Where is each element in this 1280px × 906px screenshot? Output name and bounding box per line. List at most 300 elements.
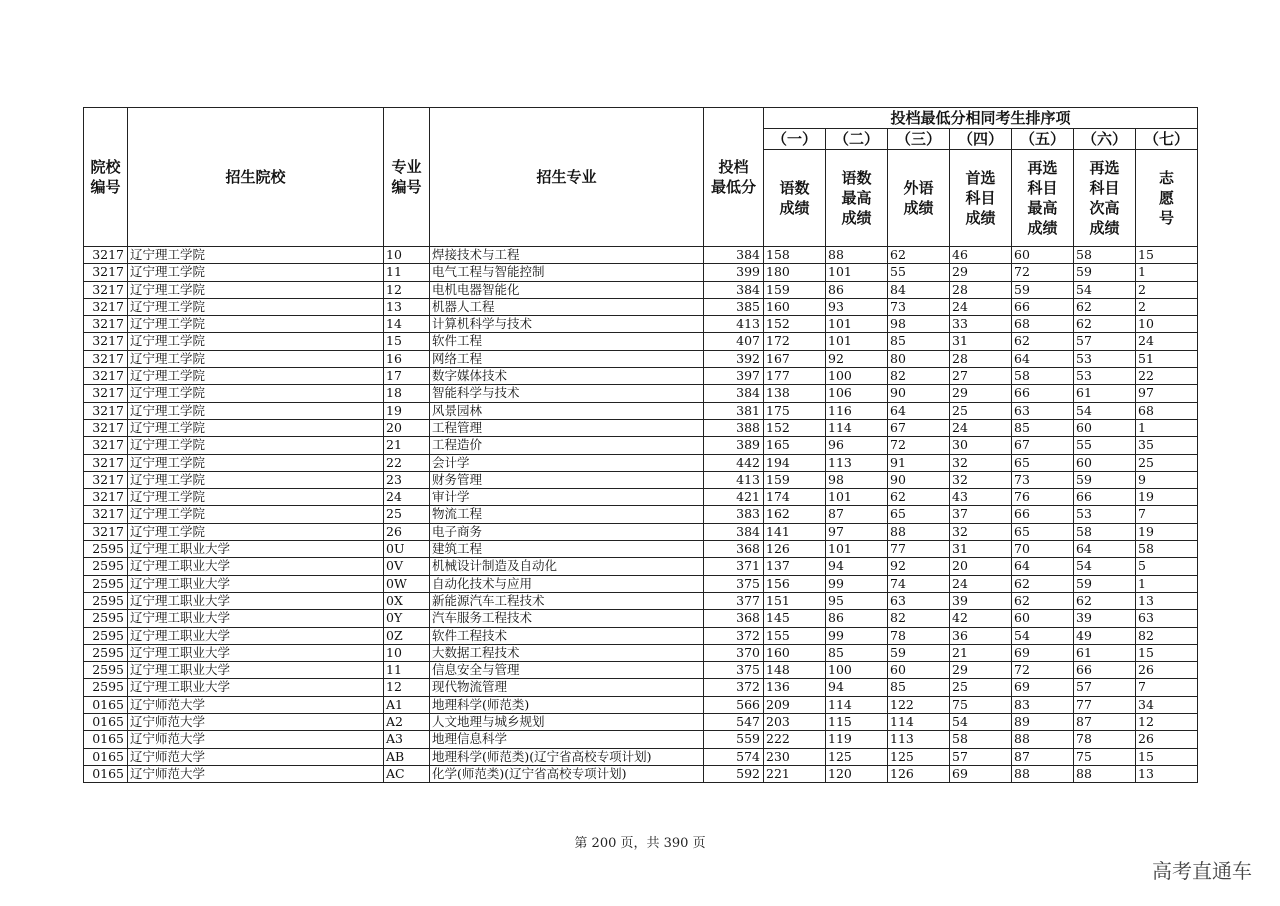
- school-name-cell: 辽宁理工职业大学: [128, 592, 384, 609]
- sort-foreign-language-cell: 90: [888, 471, 950, 488]
- major-name-cell: 智能科学与技术: [430, 385, 704, 402]
- min-score-cell: 559: [704, 731, 764, 748]
- table-row: [84, 541, 1198, 558]
- sort-foreign-language-cell: 85: [888, 679, 950, 696]
- major-code-cell: 26: [384, 523, 430, 540]
- school-code-cell: 2595: [84, 610, 128, 627]
- sort-first-subject-cell: 21: [950, 644, 1012, 661]
- watermark-text: 高考直通车: [1152, 859, 1252, 883]
- min-score-cell: 375: [704, 662, 764, 679]
- major-code-cell: 0V: [384, 558, 430, 575]
- min-score-cell: 370: [704, 644, 764, 661]
- table-row: [84, 264, 1198, 281]
- school-name-cell: 辽宁理工学院: [128, 402, 384, 419]
- table-row: [84, 627, 1198, 644]
- school-name-cell: 辽宁理工学院: [128, 419, 384, 436]
- sort-chinese-math-cell: 177: [764, 368, 826, 385]
- table-row: [84, 333, 1198, 350]
- sort-chinese-math-cell: 180: [764, 264, 826, 281]
- sort-preference-no-cell: 97: [1136, 385, 1198, 402]
- sort-chinese-math-cell: 141: [764, 523, 826, 540]
- sort-first-subject-cell: 37: [950, 506, 1012, 523]
- sort-preference-no-cell: 9: [1136, 471, 1198, 488]
- sort-first-subject-cell: 42: [950, 610, 1012, 627]
- school-name-cell: 辽宁理工学院: [128, 523, 384, 540]
- major-code-cell: 10: [384, 644, 430, 661]
- min-score-cell: 383: [704, 506, 764, 523]
- sort-foreign-language-cell: 90: [888, 385, 950, 402]
- sort-chinese-math-max-cell: 85: [826, 644, 888, 661]
- table-row: [84, 454, 1198, 471]
- sort-preference-no-cell: 2: [1136, 298, 1198, 315]
- sort-preference-no-cell: 19: [1136, 523, 1198, 540]
- sort-foreign-language-cell: 122: [888, 696, 950, 713]
- school-name-cell: 辽宁理工职业大学: [128, 575, 384, 592]
- sort-chinese-math-cell: 174: [764, 489, 826, 506]
- sort-foreign-language-cell: 85: [888, 333, 950, 350]
- sort-chinese-math-max-cell: 120: [826, 765, 888, 782]
- min-score-cell: 547: [704, 714, 764, 731]
- sort-chinese-math-cell: 221: [764, 765, 826, 782]
- major-name-cell: 软件工程技术: [430, 627, 704, 644]
- sort-foreign-language-cell: 64: [888, 402, 950, 419]
- sort-chinese-math-cell: 160: [764, 644, 826, 661]
- sort-first-subject-cell: 28: [950, 281, 1012, 298]
- sort-first-subject-cell: 31: [950, 333, 1012, 350]
- table-row: [84, 644, 1198, 661]
- sort-chinese-math-max-cell: 100: [826, 368, 888, 385]
- header-ordinal-7: （七）: [1136, 129, 1198, 150]
- sort-preference-no-cell: 1: [1136, 575, 1198, 592]
- table-row: [84, 592, 1198, 609]
- school-code-cell: 0165: [84, 714, 128, 731]
- school-code-cell: 3217: [84, 437, 128, 454]
- major-name-cell: 化学(师范类)(辽宁省高校专项计划): [430, 765, 704, 782]
- sort-chinese-math-max-cell: 86: [826, 610, 888, 627]
- table-row: [84, 471, 1198, 488]
- table-row: [84, 385, 1198, 402]
- sort-chinese-math-max-cell: 114: [826, 419, 888, 436]
- school-code-cell: 3217: [84, 402, 128, 419]
- sort-first-subject-cell: 29: [950, 662, 1012, 679]
- school-name-cell: 辽宁理工学院: [128, 471, 384, 488]
- sort-elective-highest-cell: 85: [1012, 419, 1074, 436]
- min-score-cell: 368: [704, 541, 764, 558]
- sort-preference-no-cell: 5: [1136, 558, 1198, 575]
- sort-first-subject-cell: 27: [950, 368, 1012, 385]
- major-code-cell: 22: [384, 454, 430, 471]
- sort-preference-no-cell: 15: [1136, 644, 1198, 661]
- sort-chinese-math-cell: 172: [764, 333, 826, 350]
- major-name-cell: 风景园林: [430, 402, 704, 419]
- major-name-cell: 汽车服务工程技术: [430, 610, 704, 627]
- sort-first-subject-cell: 32: [950, 454, 1012, 471]
- min-score-cell: 377: [704, 592, 764, 609]
- sort-elective-highest-cell: 64: [1012, 350, 1074, 367]
- sort-elective-second-cell: 88: [1074, 765, 1136, 782]
- school-code-cell: 3217: [84, 454, 128, 471]
- major-name-cell: 机械设计制造及自动化: [430, 558, 704, 575]
- sort-preference-no-cell: 26: [1136, 731, 1198, 748]
- sort-preference-no-cell: 26: [1136, 662, 1198, 679]
- major-code-cell: 11: [384, 264, 430, 281]
- sort-elective-second-cell: 55: [1074, 437, 1136, 454]
- school-code-cell: 3217: [84, 316, 128, 333]
- header-sort-item-5: 再选 科目 最高 成绩: [1012, 150, 1074, 247]
- sort-elective-highest-cell: 54: [1012, 627, 1074, 644]
- school-name-cell: 辽宁理工学院: [128, 333, 384, 350]
- sort-chinese-math-cell: 136: [764, 679, 826, 696]
- sort-elective-highest-cell: 88: [1012, 731, 1074, 748]
- sort-elective-second-cell: 54: [1074, 281, 1136, 298]
- header-ordinal-1: （一）: [764, 129, 826, 150]
- table-row: [84, 350, 1198, 367]
- sort-elective-highest-cell: 63: [1012, 402, 1074, 419]
- sort-elective-highest-cell: 69: [1012, 679, 1074, 696]
- sort-foreign-language-cell: 78: [888, 627, 950, 644]
- sort-first-subject-cell: 28: [950, 350, 1012, 367]
- major-name-cell: 地理信息科学: [430, 731, 704, 748]
- major-name-cell: 会计学: [430, 454, 704, 471]
- header-ordinal-5: （五）: [1012, 129, 1074, 150]
- sort-chinese-math-cell: 158: [764, 247, 826, 264]
- major-name-cell: 工程管理: [430, 419, 704, 436]
- school-name-cell: 辽宁师范大学: [128, 714, 384, 731]
- min-score-cell: 385: [704, 298, 764, 315]
- sort-chinese-math-cell: 165: [764, 437, 826, 454]
- sort-preference-no-cell: 24: [1136, 333, 1198, 350]
- school-code-cell: 3217: [84, 368, 128, 385]
- table-row: [84, 731, 1198, 748]
- sort-first-subject-cell: 31: [950, 541, 1012, 558]
- table-row: [84, 662, 1198, 679]
- sort-elective-highest-cell: 62: [1012, 592, 1074, 609]
- table-body: [84, 247, 1198, 783]
- major-code-cell: 0U: [384, 541, 430, 558]
- sort-chinese-math-max-cell: 101: [826, 316, 888, 333]
- major-name-cell: 人文地理与城乡规划: [430, 714, 704, 731]
- major-name-cell: 地理科学(师范类): [430, 696, 704, 713]
- school-code-cell: 3217: [84, 264, 128, 281]
- sort-preference-no-cell: 34: [1136, 696, 1198, 713]
- sort-chinese-math-max-cell: 101: [826, 264, 888, 281]
- major-code-cell: AB: [384, 748, 430, 765]
- school-code-cell: 3217: [84, 489, 128, 506]
- major-name-cell: 电气工程与智能控制: [430, 264, 704, 281]
- sort-first-subject-cell: 24: [950, 298, 1012, 315]
- sort-chinese-math-cell: 159: [764, 471, 826, 488]
- sort-chinese-math-max-cell: 101: [826, 489, 888, 506]
- sort-first-subject-cell: 36: [950, 627, 1012, 644]
- header-sort-item-1: 语数 成绩: [764, 150, 826, 247]
- sort-foreign-language-cell: 80: [888, 350, 950, 367]
- min-score-cell: 389: [704, 437, 764, 454]
- school-code-cell: 0165: [84, 696, 128, 713]
- sort-elective-second-cell: 53: [1074, 506, 1136, 523]
- min-score-cell: 574: [704, 748, 764, 765]
- page-number: 第 200 页，共 390 页: [574, 836, 706, 851]
- school-name-cell: 辽宁理工学院: [128, 506, 384, 523]
- min-score-cell: 413: [704, 316, 764, 333]
- sort-elective-second-cell: 78: [1074, 731, 1136, 748]
- sort-chinese-math-cell: 152: [764, 419, 826, 436]
- major-name-cell: 机器人工程: [430, 298, 704, 315]
- sort-chinese-math-cell: 145: [764, 610, 826, 627]
- sort-preference-no-cell: 51: [1136, 350, 1198, 367]
- school-code-cell: 3217: [84, 247, 128, 264]
- min-score-cell: 384: [704, 247, 764, 264]
- sort-chinese-math-cell: 203: [764, 714, 826, 731]
- sort-elective-highest-cell: 68: [1012, 316, 1074, 333]
- sort-first-subject-cell: 32: [950, 523, 1012, 540]
- sort-foreign-language-cell: 126: [888, 765, 950, 782]
- school-code-cell: 3217: [84, 385, 128, 402]
- sort-preference-no-cell: 22: [1136, 368, 1198, 385]
- school-code-cell: 2595: [84, 541, 128, 558]
- major-code-cell: 13: [384, 298, 430, 315]
- sort-preference-no-cell: 15: [1136, 247, 1198, 264]
- sort-chinese-math-max-cell: 100: [826, 662, 888, 679]
- sort-foreign-language-cell: 62: [888, 489, 950, 506]
- header-ordinal-6: （六）: [1074, 129, 1136, 150]
- header-sort-item-7: 志 愿 号: [1136, 150, 1198, 247]
- sort-chinese-math-max-cell: 119: [826, 731, 888, 748]
- sort-elective-second-cell: 58: [1074, 247, 1136, 264]
- major-name-cell: 计算机科学与技术: [430, 316, 704, 333]
- sort-elective-highest-cell: 73: [1012, 471, 1074, 488]
- min-score-cell: 392: [704, 350, 764, 367]
- sort-elective-second-cell: 77: [1074, 696, 1136, 713]
- school-code-cell: 0165: [84, 731, 128, 748]
- sort-elective-second-cell: 53: [1074, 368, 1136, 385]
- sort-chinese-math-max-cell: 116: [826, 402, 888, 419]
- sort-foreign-language-cell: 59: [888, 644, 950, 661]
- table-row: [84, 281, 1198, 298]
- sort-preference-no-cell: 7: [1136, 679, 1198, 696]
- min-score-cell: 375: [704, 575, 764, 592]
- sort-chinese-math-cell: 155: [764, 627, 826, 644]
- sort-elective-highest-cell: 70: [1012, 541, 1074, 558]
- sort-first-subject-cell: 29: [950, 385, 1012, 402]
- sort-first-subject-cell: 75: [950, 696, 1012, 713]
- min-score-cell: 413: [704, 471, 764, 488]
- table-row: [84, 575, 1198, 592]
- sort-first-subject-cell: 46: [950, 247, 1012, 264]
- sort-elective-second-cell: 62: [1074, 298, 1136, 315]
- sort-foreign-language-cell: 77: [888, 541, 950, 558]
- header-ordinal-3: （三）: [888, 129, 950, 150]
- sort-elective-second-cell: 66: [1074, 662, 1136, 679]
- sort-elective-highest-cell: 58: [1012, 368, 1074, 385]
- school-code-cell: 3217: [84, 419, 128, 436]
- major-code-cell: 18: [384, 385, 430, 402]
- sort-foreign-language-cell: 72: [888, 437, 950, 454]
- school-name-cell: 辽宁理工职业大学: [128, 679, 384, 696]
- min-score-cell: 407: [704, 333, 764, 350]
- table-row: [84, 247, 1198, 264]
- sort-first-subject-cell: 33: [950, 316, 1012, 333]
- sort-chinese-math-cell: 152: [764, 316, 826, 333]
- sort-preference-no-cell: 1: [1136, 264, 1198, 281]
- sort-chinese-math-cell: 138: [764, 385, 826, 402]
- sort-elective-highest-cell: 62: [1012, 333, 1074, 350]
- school-name-cell: 辽宁理工职业大学: [128, 541, 384, 558]
- sort-preference-no-cell: 13: [1136, 592, 1198, 609]
- table-row: [84, 506, 1198, 523]
- school-code-cell: 0165: [84, 765, 128, 782]
- sort-elective-second-cell: 61: [1074, 644, 1136, 661]
- sort-elective-second-cell: 62: [1074, 316, 1136, 333]
- sort-first-subject-cell: 20: [950, 558, 1012, 575]
- sort-first-subject-cell: 58: [950, 731, 1012, 748]
- min-score-cell: 566: [704, 696, 764, 713]
- sort-chinese-math-cell: 167: [764, 350, 826, 367]
- school-code-cell: 2595: [84, 592, 128, 609]
- school-code-cell: 3217: [84, 506, 128, 523]
- min-score-cell: 371: [704, 558, 764, 575]
- table-row: [84, 368, 1198, 385]
- major-code-cell: AC: [384, 765, 430, 782]
- sort-elective-second-cell: 57: [1074, 679, 1136, 696]
- sort-elective-highest-cell: 66: [1012, 506, 1074, 523]
- major-code-cell: 12: [384, 679, 430, 696]
- sort-preference-no-cell: 10: [1136, 316, 1198, 333]
- sort-foreign-language-cell: 67: [888, 419, 950, 436]
- school-code-cell: 2595: [84, 644, 128, 661]
- header-sort-item-3: 外语 成绩: [888, 150, 950, 247]
- sort-first-subject-cell: 69: [950, 765, 1012, 782]
- table-row: [84, 419, 1198, 436]
- sort-chinese-math-max-cell: 101: [826, 541, 888, 558]
- major-code-cell: 19: [384, 402, 430, 419]
- major-name-cell: 信息安全与管理: [430, 662, 704, 679]
- major-name-cell: 软件工程: [430, 333, 704, 350]
- sort-elective-second-cell: 87: [1074, 714, 1136, 731]
- school-name-cell: 辽宁理工学院: [128, 489, 384, 506]
- sort-preference-no-cell: 12: [1136, 714, 1198, 731]
- table-row: [84, 679, 1198, 696]
- header-sort-item-6: 再选 科目 次高 成绩: [1074, 150, 1136, 247]
- sort-chinese-math-max-cell: 96: [826, 437, 888, 454]
- sort-first-subject-cell: 24: [950, 575, 1012, 592]
- sort-foreign-language-cell: 62: [888, 247, 950, 264]
- sort-foreign-language-cell: 125: [888, 748, 950, 765]
- min-score-cell: 442: [704, 454, 764, 471]
- header-major-code: 专业 编号: [384, 108, 430, 247]
- sort-elective-second-cell: 59: [1074, 471, 1136, 488]
- school-name-cell: 辽宁理工学院: [128, 385, 384, 402]
- major-name-cell: 电机电器智能化: [430, 281, 704, 298]
- sort-chinese-math-max-cell: 99: [826, 575, 888, 592]
- sort-first-subject-cell: 57: [950, 748, 1012, 765]
- sort-chinese-math-max-cell: 106: [826, 385, 888, 402]
- sort-chinese-math-max-cell: 101: [826, 333, 888, 350]
- sort-chinese-math-cell: 175: [764, 402, 826, 419]
- major-code-cell: A1: [384, 696, 430, 713]
- major-code-cell: 15: [384, 333, 430, 350]
- school-code-cell: 3217: [84, 298, 128, 315]
- major-name-cell: 新能源汽车工程技术: [430, 592, 704, 609]
- major-name-cell: 现代物流管理: [430, 679, 704, 696]
- sort-elective-second-cell: 39: [1074, 610, 1136, 627]
- sort-foreign-language-cell: 82: [888, 610, 950, 627]
- major-name-cell: 数字媒体技术: [430, 368, 704, 385]
- sort-preference-no-cell: 7: [1136, 506, 1198, 523]
- school-name-cell: 辽宁师范大学: [128, 765, 384, 782]
- sort-preference-no-cell: 19: [1136, 489, 1198, 506]
- min-score-cell: 372: [704, 627, 764, 644]
- sort-elective-second-cell: 54: [1074, 558, 1136, 575]
- table-row: [84, 402, 1198, 419]
- header-school: 招生院校: [128, 108, 384, 247]
- major-code-cell: 14: [384, 316, 430, 333]
- sort-chinese-math-cell: 162: [764, 506, 826, 523]
- major-code-cell: 12: [384, 281, 430, 298]
- sort-chinese-math-max-cell: 88: [826, 247, 888, 264]
- school-code-cell: 2595: [84, 679, 128, 696]
- sort-preference-no-cell: 35: [1136, 437, 1198, 454]
- major-name-cell: 网络工程: [430, 350, 704, 367]
- sort-elective-highest-cell: 83: [1012, 696, 1074, 713]
- sort-elective-second-cell: 60: [1074, 454, 1136, 471]
- major-code-cell: A2: [384, 714, 430, 731]
- sort-foreign-language-cell: 92: [888, 558, 950, 575]
- sort-elective-second-cell: 49: [1074, 627, 1136, 644]
- table-row: [84, 523, 1198, 540]
- major-name-cell: 自动化技术与应用: [430, 575, 704, 592]
- sort-elective-highest-cell: 60: [1012, 247, 1074, 264]
- table-row: [84, 696, 1198, 713]
- sort-elective-second-cell: 64: [1074, 541, 1136, 558]
- sort-elective-second-cell: 58: [1074, 523, 1136, 540]
- school-code-cell: 3217: [84, 350, 128, 367]
- sort-chinese-math-max-cell: 125: [826, 748, 888, 765]
- sort-elective-highest-cell: 65: [1012, 523, 1074, 540]
- sort-elective-highest-cell: 66: [1012, 385, 1074, 402]
- sort-chinese-math-cell: 222: [764, 731, 826, 748]
- school-name-cell: 辽宁师范大学: [128, 731, 384, 748]
- table-row: [84, 316, 1198, 333]
- sort-chinese-math-cell: 230: [764, 748, 826, 765]
- sort-first-subject-cell: 54: [950, 714, 1012, 731]
- admission-score-table: [83, 107, 1198, 783]
- min-score-cell: 384: [704, 385, 764, 402]
- sort-chinese-math-max-cell: 114: [826, 696, 888, 713]
- school-code-cell: 0165: [84, 748, 128, 765]
- min-score-cell: 372: [704, 679, 764, 696]
- sort-preference-no-cell: 68: [1136, 402, 1198, 419]
- table-row: [84, 610, 1198, 627]
- min-score-cell: 397: [704, 368, 764, 385]
- school-name-cell: 辽宁理工学院: [128, 437, 384, 454]
- table-row: [84, 437, 1198, 454]
- sort-first-subject-cell: 24: [950, 419, 1012, 436]
- sort-chinese-math-max-cell: 95: [826, 592, 888, 609]
- school-code-cell: 3217: [84, 523, 128, 540]
- major-code-cell: 0X: [384, 592, 430, 609]
- sort-foreign-language-cell: 55: [888, 264, 950, 281]
- sort-foreign-language-cell: 88: [888, 523, 950, 540]
- school-name-cell: 辽宁理工职业大学: [128, 644, 384, 661]
- major-name-cell: 地理科学(师范类)(辽宁省高校专项计划): [430, 748, 704, 765]
- sort-first-subject-cell: 25: [950, 402, 1012, 419]
- major-code-cell: 0Z: [384, 627, 430, 644]
- min-score-cell: 384: [704, 281, 764, 298]
- sort-chinese-math-cell: 126: [764, 541, 826, 558]
- header-min-score: 投档 最低分: [704, 108, 764, 247]
- sort-foreign-language-cell: 65: [888, 506, 950, 523]
- major-code-cell: 17: [384, 368, 430, 385]
